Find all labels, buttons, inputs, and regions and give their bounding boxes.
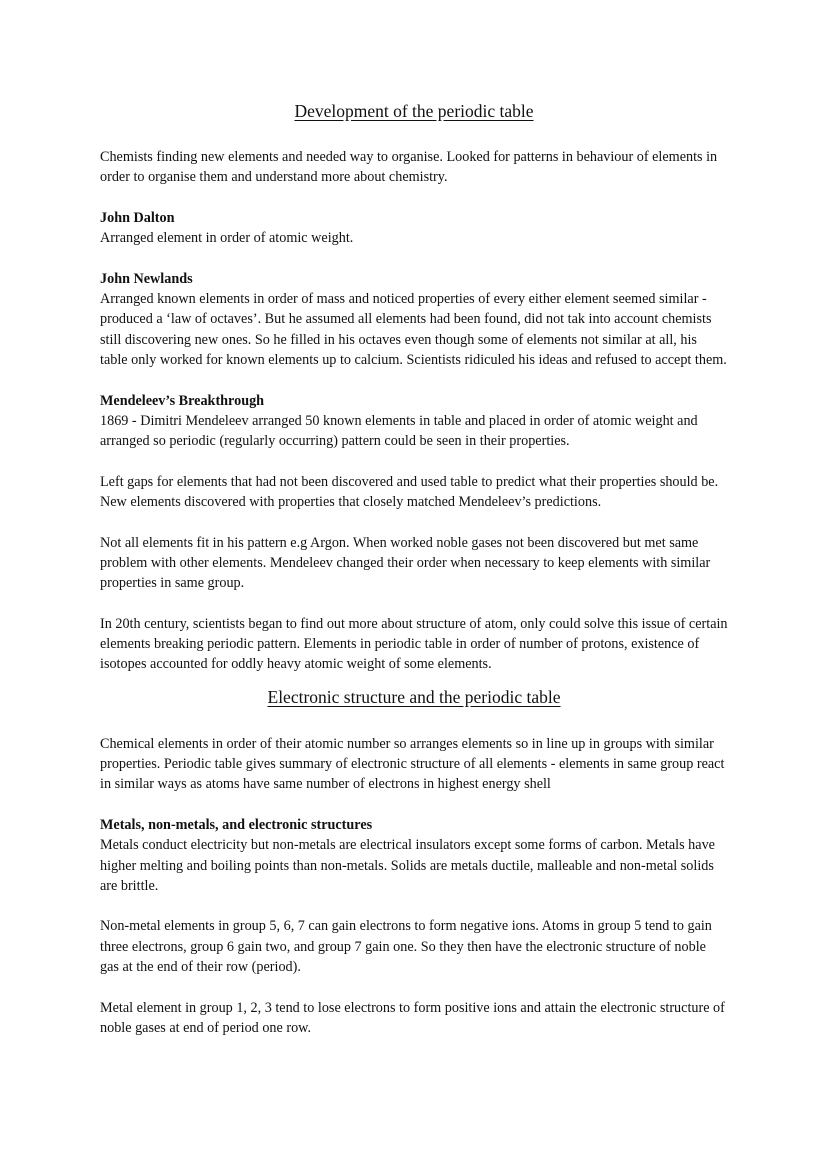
- electronic-intro-paragraph: Chemical elements in order of their atomic number so arranges elements so in line up in groups with similar properties. Periodic table gives summary of electronic structure of all elements - elements in same group react in similar ways as atoms have same number of electrons in highest energy shell: [100, 735, 725, 793]
- document-body: [100, 99, 728, 1058]
- mendeleev-paragraph-1: 1869 - Dimitri Mendeleev arranged 50 known elements in table and placed in order of atomic weight and arranged so periodic (regularly occurring) pattern could be seen in their properties.: [100, 412, 698, 450]
- section-title-development: Development of the periodic table: [294, 101, 534, 121]
- dalton-paragraph: Arranged element in order of atomic weight.: [100, 230, 354, 247]
- mendeleev-paragraph-3: Not all elements fit in his pattern e.g Argon. When worked noble gases not been discovered but met same problem with other elements. Mendeleev changed their order when necessary to keep elements with similar properties in same group.: [100, 534, 711, 592]
- metals-paragraph-1: Metals conduct electricity but non-metals are electrical insulators except some forms of carbon. Metals have higher melting and boiling points than non-metals. Solids are metals ductile, malleable and non-metal solids are brittle.: [100, 837, 715, 894]
- heading-john-dalton: John Dalton: [100, 209, 175, 226]
- heading-john-newlands: John Newlands: [100, 270, 193, 287]
- heading-metals-non-metals: Metals, non-metals, and electronic structures: [100, 816, 373, 833]
- heading-mendeleev: Mendeleev’s Breakthrough: [100, 392, 265, 409]
- mendeleev-paragraph-4: In 20th century, scientists began to find out more about structure of atom, only could solve this issue of certain elements breaking periodic pattern. Elements in periodic table in order of number of protons, existence of isotopes accounted for oddly heavy atomic weight of some elements.: [100, 615, 728, 673]
- metals-paragraph-2: Non-metal elements in group 5, 6, 7 can gain electrons to form negative ions. Atoms in group 5 tend to gain three electrons, group 6 gain two, and group 7 gain one. So they then have the electronic structure of noble gas at the end of their row (period).: [100, 918, 712, 975]
- intro-paragraph: Chemists finding new elements and needed way to organise. Looked for patterns in behaviour of elements in order to organise them and understand more about chemistry.: [100, 149, 718, 186]
- newlands-paragraph: Arranged known elements in order of mass and noticed properties of every either element seemed similar - produced a ‘law of octaves’. But he assumed all elements had been found, did not tak into account chemists still discovering new ones. So he filled in his octaves even though some of elements not similar at all, his table only worked for known elements up to calcium. Scientists ridiculed his ideas and refused to accept them.: [100, 291, 727, 368]
- mendeleev-paragraph-2: Left gaps for elements that had not been discovered and used table to predict what their properties should be. New elements discovered with properties that closely matched Mendeleev’s predictions.: [100, 473, 719, 511]
- metals-paragraph-3: Metal element in group 1, 2, 3 tend to lose electrons to form positive ions and attain the electronic structure of noble gases at end of period one row.: [100, 999, 725, 1036]
- section-title-electronic: Electronic structure and the periodic table: [267, 686, 561, 707]
